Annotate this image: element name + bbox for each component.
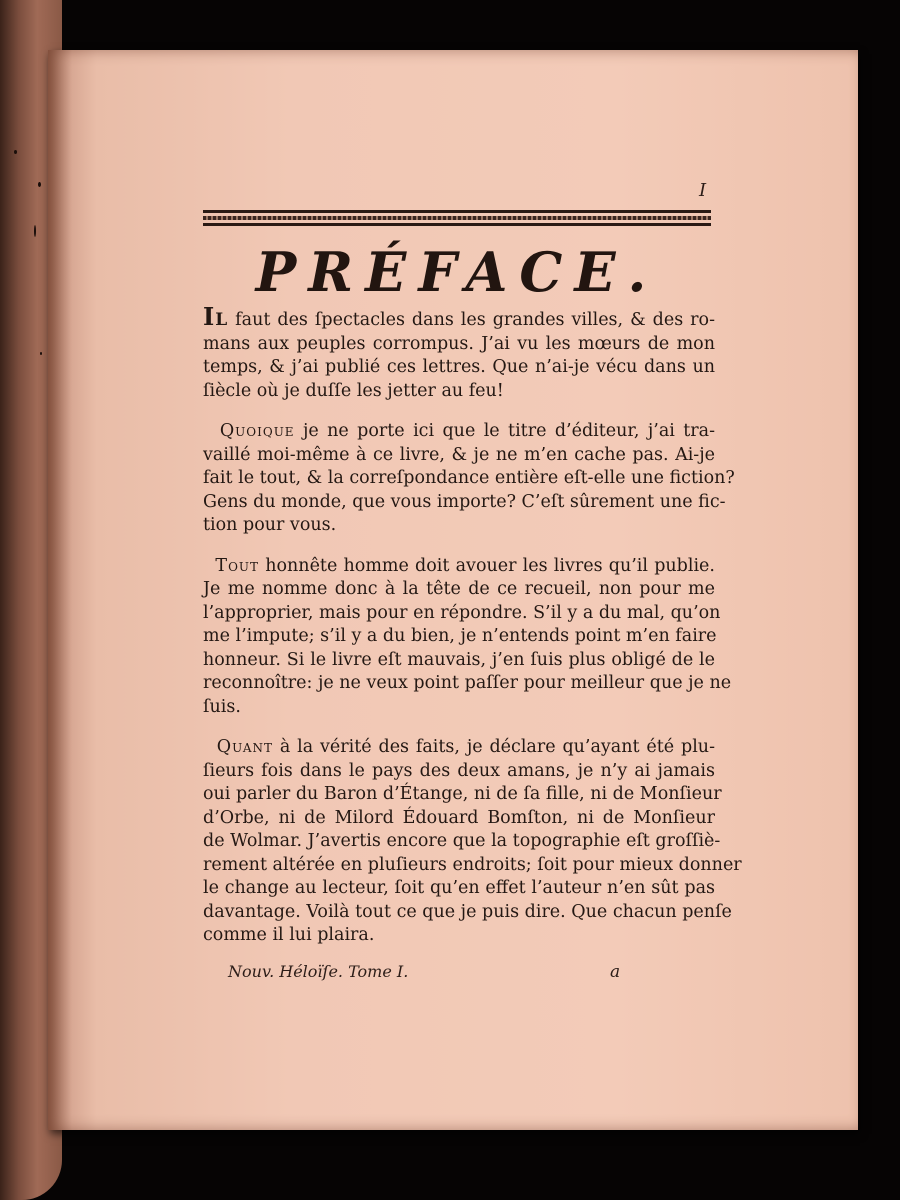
text-line: ſiècle où je duſſe les jetter au feu! — [203, 380, 504, 401]
text-line: temps, & j’ai publié ces lettres. Que n’ai-je vécu dans un — [203, 357, 715, 377]
page-title: PRÉFACE. — [255, 240, 659, 304]
text-line: ſieurs fois dans le pays des deux amans, je n’y ai jamais — [203, 760, 715, 781]
page-number: I — [699, 180, 707, 201]
paragraph-lead: Quant — [216, 737, 273, 757]
text-line: fait le tout, & la correſpondance entière eſt-elle une fiction? — [203, 468, 735, 488]
preface-body — [203, 302, 742, 965]
text-line: je ne porte ici que le titre d’éditeur, j’ai tra- — [294, 421, 715, 441]
text-line: comme il lui plaira. — [203, 925, 375, 945]
paragraph-1 — [203, 302, 715, 403]
paragraph-lead: Tout — [215, 555, 260, 576]
text-line: à la vérité des faits, je déclare qu’ayant été plu- — [273, 737, 715, 757]
text-line: tion pour vous. — [203, 515, 337, 535]
text-line: davantage. Voilà tout ce que je puis dire. Que chacun penſe — [203, 901, 732, 922]
footer-signature: Nouv. Héloïſe. Tome I. — [228, 962, 409, 981]
paragraph-lead: Quoique — [219, 421, 295, 441]
text-line: le change au lecteur, ſoit qu’en effet l’auteur n’en sût pas — [203, 878, 715, 898]
footer-signature-letter: a — [610, 962, 621, 982]
text-line: l’approprier, mais pour en répondre. S’il y a du mal, qu’on — [203, 602, 721, 623]
ornamental-rule-pattern — [203, 216, 711, 220]
paragraph-lead: Il — [203, 302, 229, 331]
text-line: mans aux peuples corrompus. J’ai vu les mœurs de mon — [203, 333, 715, 354]
text-line: honnête homme doit avouer les livres qu’il publie. — [259, 555, 715, 576]
text-line: reconnoître: je ne veux point paſſer pour meilleur que je ne — [203, 673, 732, 693]
text-line: rement altérée en pluſieurs endroits; ſoit pour mieux donner — [203, 854, 742, 875]
text-line: vaillé moi-même à ce livre, & je ne m’en cache pas. Ai-je — [203, 444, 715, 465]
text-line: faut des ſpectacles dans les grandes villes, & des ro- — [228, 310, 715, 330]
paragraph-4 — [203, 736, 742, 948]
text-line: oui parler du Baron d’Étange, ni de ſa fille, ni de Monſieur — [203, 784, 722, 804]
text-line: d’Orbe, ni de Milord Édouard Bomſton, ni de Monſieur — [203, 807, 715, 828]
paragraph-2 — [203, 420, 735, 538]
text-line: Je me nomme donc à la tête de ce recueil, non pour me — [203, 579, 715, 599]
text-line: Gens du monde, que vous importe? C’eſt sûrement une fic- — [203, 491, 726, 512]
text-line: me l’impute; s’il y a du bien, je n’entends point m’en faire — [203, 626, 717, 646]
text-line: ſuis. — [203, 696, 241, 717]
text-line: honneur. Si le livre eſt mauvais, j’en ſuis plus obligé de le — [203, 649, 715, 670]
ornamental-rule — [203, 210, 711, 226]
page-gutter-shadow — [48, 50, 72, 1130]
text-line: de Wolmar. J’avertis encore que la topographie eſt groſſiè- — [203, 831, 721, 851]
paragraph-3 — [203, 555, 732, 720]
